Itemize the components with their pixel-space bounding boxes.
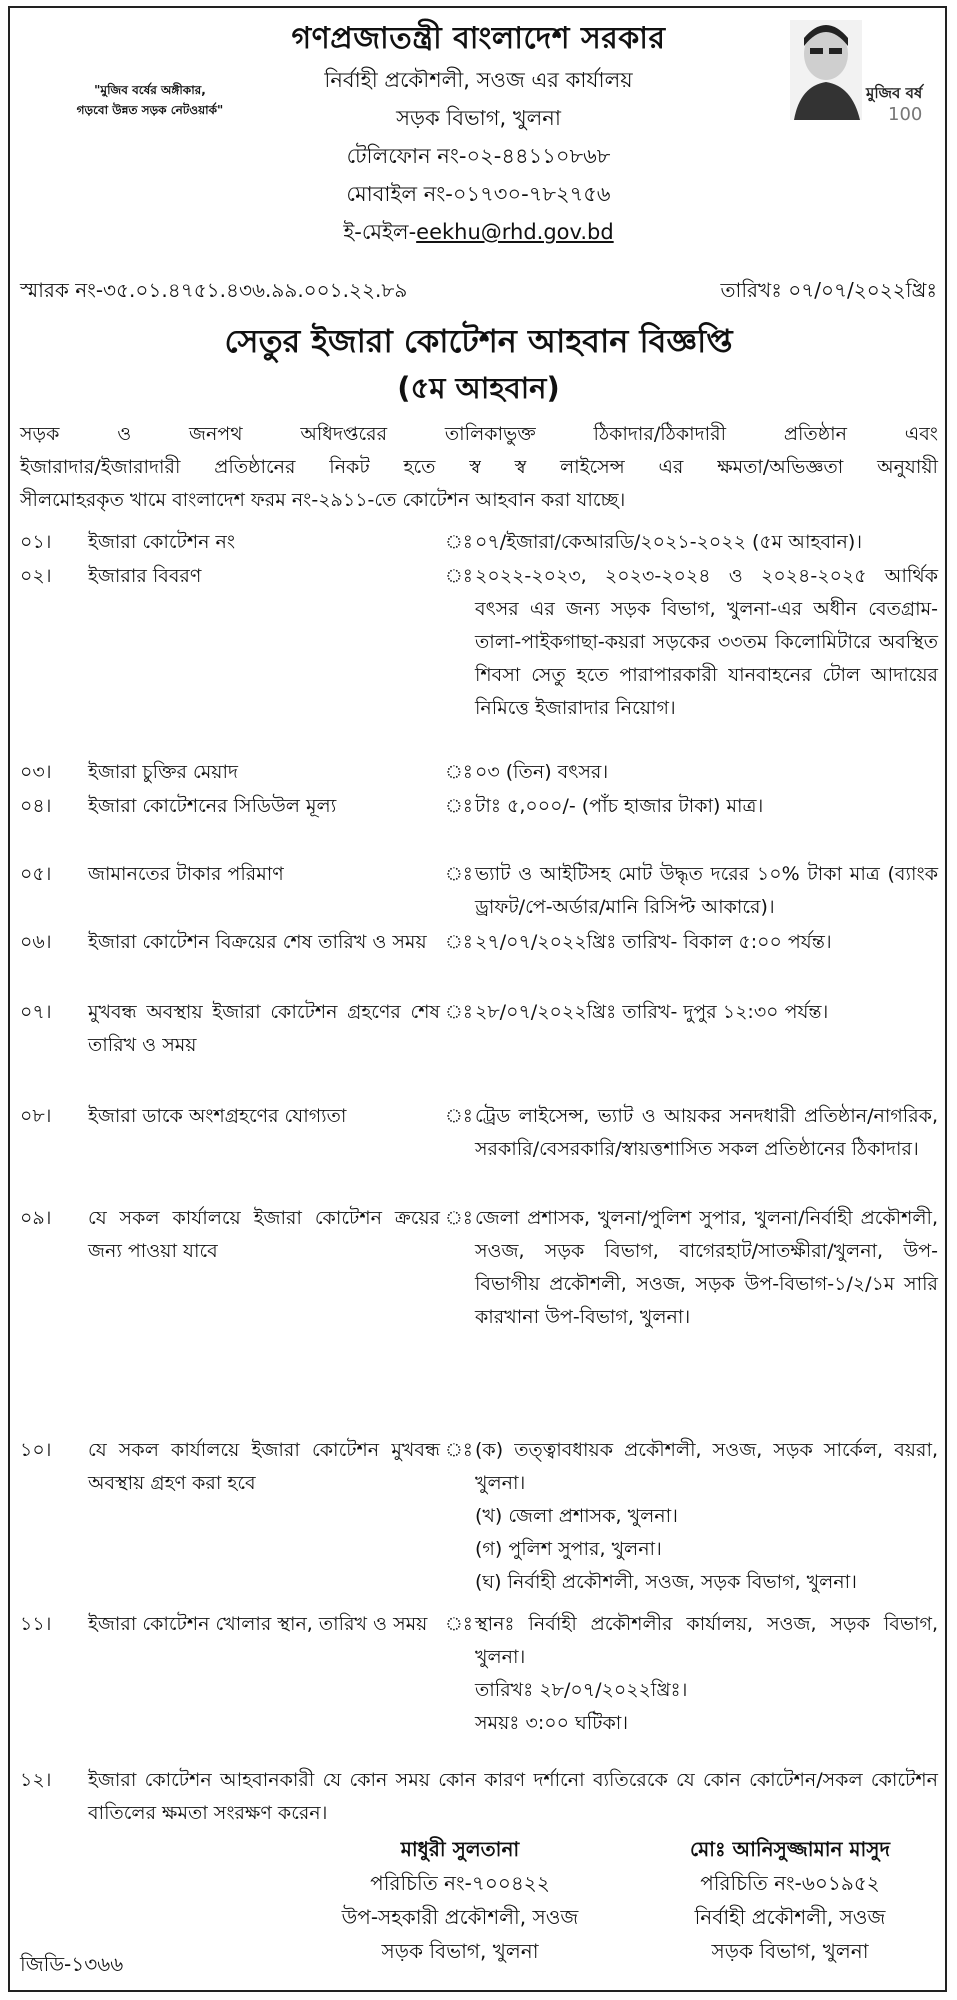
item-colon: ঃ [445,1105,473,1127]
memo-number: স্মারক নং-৩৫.০১.৪৭৫১.৪৩৬.৯৯.০০১.২২.৮৯ [20,278,408,302]
signatory-id: পরিচিতি নং-৬০১৯৫২ [700,1871,880,1895]
item-colon: ঃ [445,795,473,817]
item-label: ইজারা ডাকে অংশগ্রহণের যোগ্যতা [88,1105,347,1127]
slogan-line-1: "মুজিব বর্ষের অঙ্গীকার, [94,83,206,97]
notice-subtitle: (৫ম আহবান) [397,371,560,405]
signatory-name: মাধুরী সুলতানা [400,1837,520,1861]
item-value-d: (ঘ) নির্বাহী প্রকৌশলী, সওজ, সড়ক বিভাগ, খুলনা। [475,1571,857,1593]
signatory-left [300,1832,620,1968]
item-colon: ঃ [445,531,473,553]
item-colon: ঃ [445,863,473,885]
notice-title: সেতুর ইজারা কোটেশন আহবান বিজ্ঞপ্তি [224,322,733,360]
division-name: সড়ক বিভাগ, খুলনা [396,106,561,130]
item-colon: ঃ [445,931,473,953]
item-colon: ঃ [445,565,473,587]
item-value: টাঃ ৫,০০০/- (পাঁচ হাজার টাকা) মাত্র। [475,795,764,817]
item-value-a: (ক) তত্ত্বাবধায়ক প্রকৌশলী, সওজ, সড়ক সার্কেল, বয়রা, খুলনা। [475,1439,938,1494]
item-label: যে সকল কার্যালয়ে ইজারা কোটেশন মুখবন্ধ অবস্থায় গ্রহণ করা হবে [88,1439,440,1494]
item-number: ১২। [20,1769,52,1791]
intro-line-2: ইজারাদার/ইজারাদারী প্রতিষ্ঠানের নিকট হতে স্ব স্ব লাইসেন্স এর ক্ষমতা/অভিজ্ঞতা অনুযায়ী [20,456,938,478]
item-value: ২০২২-২০২৩, ২০২৩-২০২৪ ও ২০২৪-২০২৫ আর্থিক বৎসর এর জন্য সড়ক বিভাগ, খুলনা-এর অধীন বেতগ্রাম-তালা-পাইকগাছা-কয়রা সড়কের ৩৩তম কিলোমিটারে অবস্থিত শিবসা সেতু হতে পারাপারকারী যানবাহনের টোল আদায়ের নিমিত্তে ইজারাদার নিয়োগ। [475,565,938,719]
item-number: ০৫। [20,863,52,885]
intro-line-3: সীলমোহরকৃত খামে বাংলাদেশ ফরম নং-২৯১১-তে কোটেশন আহবান করা যাচ্ছে। [20,489,626,511]
item-label: ইজারার বিবরণ [88,565,202,587]
item-number: ০১। [20,531,52,553]
item-label: ইজারা কোটেশন বিক্রয়ের শেষ তারিখ ও সময় [88,931,427,953]
item-value: ট্রেড লাইসেন্স, ভ্যাট ও আয়কর সনদধারী প্রতিষ্ঠান/নাগরিক, সরকারি/বেসরকারি/স্বায়ত্তশাসিত সকল প্রতিষ্ঠানের ঠিকাদার। [475,1105,938,1160]
item-value: ০৩ (তিন) বৎসর। [475,761,609,783]
signatory-name: মোঃ আনিসুজ্জামান মাসুদ [689,1837,891,1861]
signatory-designation: উপ-সহকারী প্রকৌশলী, সওজ [341,1905,579,1929]
slogan-line-2: গড়বো উন্নত সড়ক নেটওয়ার্ক" [76,103,224,117]
item-number: ০৮। [20,1105,52,1127]
logo-text: মুজিব বর্ষ [866,84,923,102]
office-name: নির্বাহী প্রকৌশলী, সওজ এর কার্যালয় [324,68,633,92]
item-colon: ঃ [445,761,473,783]
item-number: ১০। [20,1439,52,1461]
item-value: ভ্যাট ও আইটিসহ মোট উদ্ধৃত দরের ১০% টাকা মাত্র (ব্যাংক ড্রাফট/পে-অর্ডার/মানি রিসিপ্ট আকারে)। [475,863,938,918]
signatory-id: পরিচিতি নং-৭০০৪২২ [370,1871,550,1895]
government-name: গণপ্রজাতন্ত্রী বাংলাদেশ সরকার [291,21,666,56]
item-number: ০৯। [20,1207,52,1229]
item-value: ইজারা কোটেশন আহবানকারী যে কোন সময় কোন কারণ দর্শানো ব্যতিরেকে যে কোন কোটেশন/সকল কোটেশন বাতিলের ক্ষমতা সংরক্ষণ করেন। [88,1769,938,1824]
portrait-glasses-right [829,48,842,54]
item-colon: ঃ [445,1613,473,1635]
item-label: জামানতের টাকার পরিমাণ [88,863,284,885]
item-value: ২৮/০৭/২০২২খ্রিঃ তারিখ- দুপুর ১২:৩০ পর্যন্ত। [475,1001,829,1023]
item-value-b: (খ) জেলা প্রশাসক, খুলনা। [475,1505,678,1527]
item-value-list [475,1608,938,1740]
item-value-b: তারিখঃ ২৮/০৭/২০২২খ্রিঃ। [475,1679,688,1701]
item-value: ০৭/ইজারা/কেআরডি/২০২১-২০২২ (৫ম আহবান)। [475,531,863,553]
item-value-list [475,1434,938,1599]
email-line [0,216,957,251]
item-number: ০৩। [20,761,52,783]
item-label: ইজারা চুক্তির মেয়াদ [88,761,238,783]
item-label: মুখবন্ধ অবস্থায় ইজারা কোটেশন গ্রহণের শেষ তারিখ ও সময় [88,1001,440,1056]
item-number: ০৬। [20,931,52,953]
signatory-office: সড়ক বিভাগ, খুলনা [381,1939,539,1963]
portrait-glasses-left [810,48,823,54]
item-number: ১১। [20,1613,52,1635]
telephone: টেলিফোন নং-০২-৪৪১১০৮৬৮ [346,144,611,168]
gd-number: জিডি-১৩৬৬ [20,1952,124,1976]
email-prefix: ই-মেইল- [343,220,417,244]
item-value-a: স্থানঃ নির্বাহী প্রকৌশলীর কার্যালয়, সওজ, সড়ক বিভাগ, খুলনা। [475,1613,938,1668]
signatory-right [635,1832,945,1968]
item-value-c: সময়ঃ ৩:০০ ঘটিকা। [475,1712,629,1734]
item-value-c: (গ) পুলিশ সুপার, খুলনা। [475,1538,662,1560]
item-value: ২৭/০৭/২০২২খ্রিঃ তারিখ- বিকাল ৫:০০ পর্যন্ত। [475,931,832,953]
mobile: মোবাইল নং-০১৭৩০-৭৮২৭৫৬ [346,182,611,206]
item-colon: ঃ [445,1001,473,1023]
item-label: ইজারা কোটেশন খোলার স্থান, তারিখ ও সময় [88,1613,428,1635]
signatory-designation: নির্বাহী প্রকৌশলী, সওজ [694,1905,886,1929]
item-value: জেলা প্রশাসক, খুলনা/পুলিশ সুপার, খুলনা/নির্বাহী প্রকৌশলী, সওজ, সড়ক বিভাগ, বাগেরহাট/সাতক্ষীরা/খুলনা, উপ-বিভাগীয় প্রকৌশলী, সওজ, সড়ক উপ-বিভাগ-১/২/১ম সারি কারখানা উপ-বিভাগ, খুলনা। [475,1207,938,1328]
signatory-office: সড়ক বিভাগ, খুলনা [711,1939,869,1963]
item-colon: ঃ [445,1207,473,1229]
item-label: ইজারা কোটেশন নং [88,531,236,553]
item-colon: ঃ [445,1439,473,1461]
item-label: যে সকল কার্যালয়ে ইজারা কোটেশন ক্রয়ের জন্য পাওয়া যাবে [88,1207,440,1262]
email-link[interactable]: eekhu@rhd.gov.bd [416,220,614,244]
logo-number: 100 [888,104,923,125]
intro-line-1: সড়ক ও জনপথ অধিদপ্তরের তালিকাভুক্ত ঠিকাদার/ঠিকাদারী প্রতিষ্ঠান এবং [20,423,938,445]
item-label: ইজারা কোটেশনের সিডিউল মূল্য [88,795,337,817]
item-number: ০৪। [20,795,52,817]
notice-date: তারিখঃ ০৭/০৭/২০২২খ্রিঃ [720,278,937,302]
item-number: ০৭। [20,1001,52,1023]
item-number: ০২। [20,565,52,587]
